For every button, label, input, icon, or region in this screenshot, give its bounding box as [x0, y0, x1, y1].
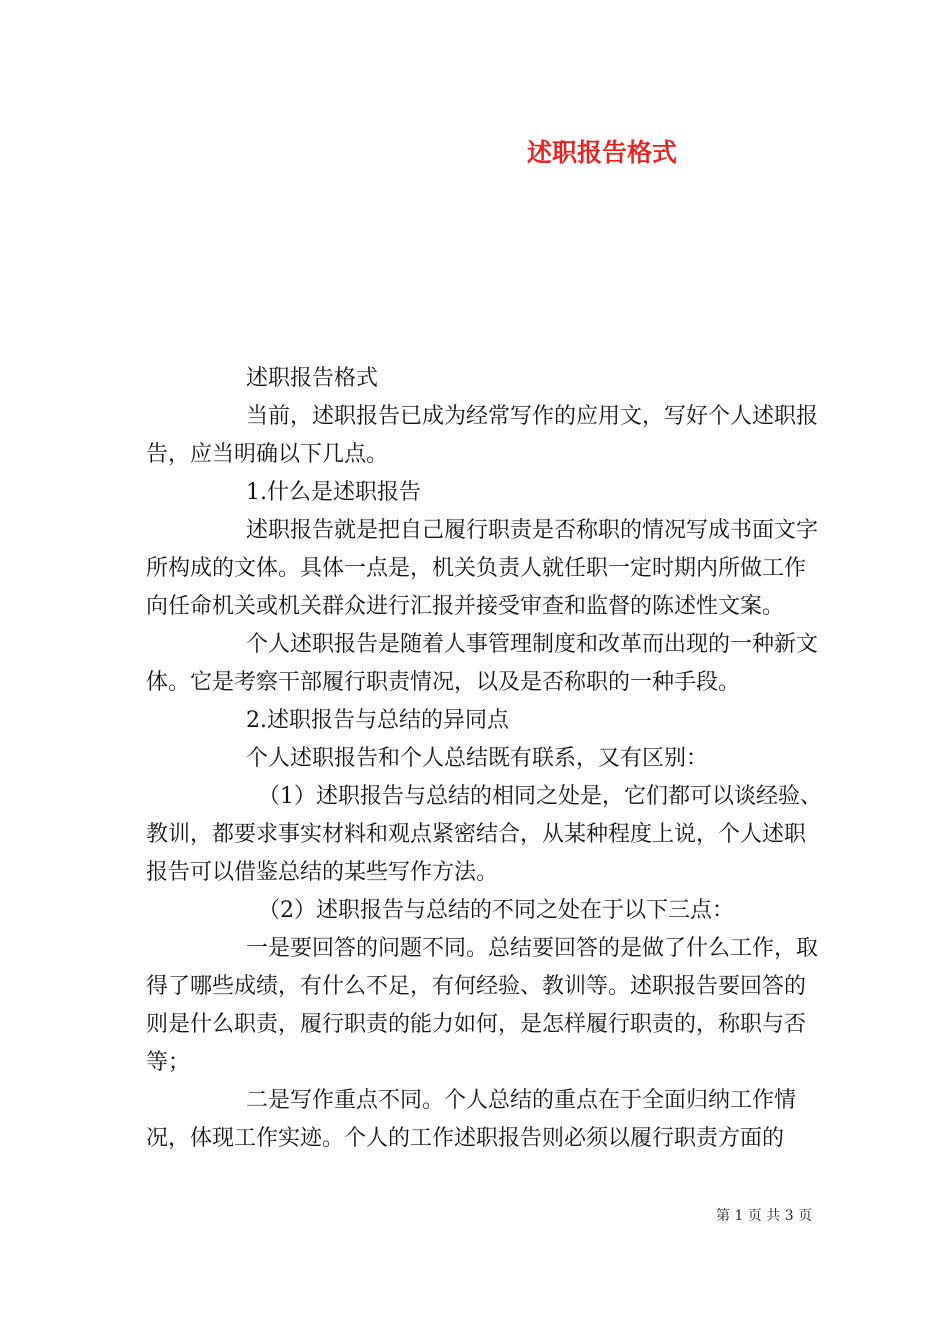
paragraph-similarity: （1）述职报告与总结的相同之处是，它们都可以谈经验、教训，都要求事实材料和观点紧密结合，从某种程度上说，个人述职报告可以借鉴总结的某些写作方法。	[146, 784, 822, 885]
paragraph-definition: 述职报告就是把自己履行职责是否称职的情况写成书面文字所构成的文体。具体一点是，机关负责人就任职一定时期内所做工作向任命机关或机关群众进行汇报并接受审查和监督的陈述性文案。	[146, 518, 819, 619]
section-heading-2: 2.述职报告与总结的异同点	[246, 708, 509, 733]
page-title: 述职报告格式	[527, 138, 678, 167]
paragraph-heading: 述职报告格式	[246, 366, 379, 391]
paragraph-difference-2: 二是写作重点不同。个人总结的重点在于全面归纳工作情况，体现工作实迹。个人的工作述职报告则必须以履行职责方面的	[146, 1088, 797, 1151]
paragraph-difference-intro: （2）述职报告与总结的不同之处在于以下三点：	[258, 898, 734, 923]
paragraph-relation: 个人述职报告和个人总结既有联系，又有区别：	[246, 746, 709, 771]
page-number: 第 1 页 共 3 页	[716, 1208, 813, 1224]
section-heading-1: 1.什么是述职报告	[246, 480, 421, 505]
document-body	[146, 360, 826, 1158]
paragraph-intro: 当前，述职报告已成为经常写作的应用文，写好个人述职报告，应当明确以下几点。	[146, 404, 819, 467]
paragraph-new-genre: 个人述职报告是随着人事管理制度和改革而出现的一种新文体。它是考察干部履行职责情况，以及是否称职的一种手段。	[146, 632, 819, 695]
paragraph-difference-1: 一是要回答的问题不同。总结要回答的是做了什么工作，取得了哪些成绩，有什么不足，有何经验、教训等。述职报告要回答的则是什么职责，履行职责的能力如何，是怎样履行职责的，称职与否等；	[146, 936, 819, 1075]
